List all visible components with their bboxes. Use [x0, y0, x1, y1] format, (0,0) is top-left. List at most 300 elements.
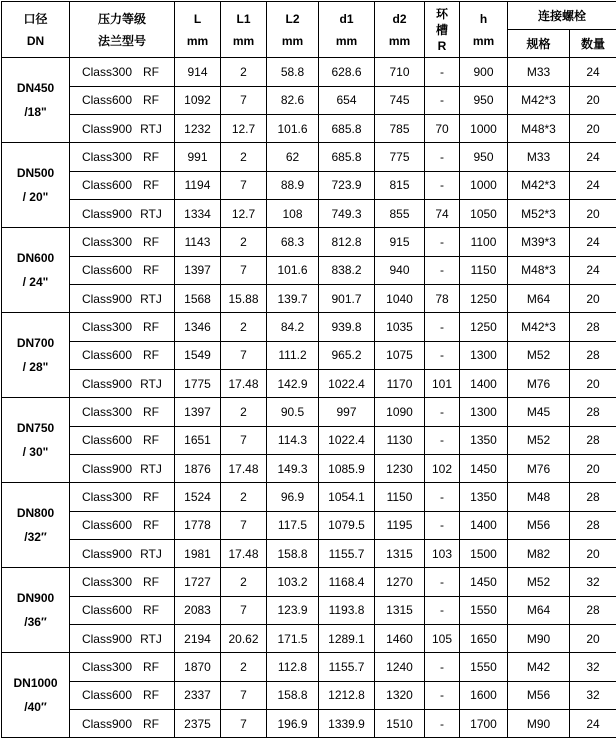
class-name: Class600 — [70, 603, 132, 617]
face-type: RTJ — [140, 207, 162, 221]
cell-R: - — [425, 86, 460, 115]
class-name: Class300 — [70, 490, 132, 504]
cell-d2: 1315 — [375, 596, 425, 625]
cell-L1: 2 — [221, 58, 267, 87]
pressure-class-cell — [70, 58, 175, 87]
cell-d2: 1035 — [375, 313, 425, 342]
table-row — [2, 653, 616, 682]
class-name: Class900 — [70, 632, 132, 646]
cell-R: - — [425, 143, 460, 172]
cell-R: - — [425, 313, 460, 342]
cell-R: - — [425, 596, 460, 625]
cell-R: - — [425, 398, 460, 427]
class-name: Class300 — [70, 150, 132, 164]
size-cell — [2, 653, 70, 738]
cell-spec: M52*3 — [508, 200, 570, 228]
cell-d2: 815 — [375, 171, 425, 200]
header-L2 — [267, 2, 319, 58]
header-L2-line-1: L2 — [267, 8, 318, 30]
cell-L: 1651 — [175, 426, 221, 455]
header-L1-line-2: mm — [221, 30, 266, 52]
size-cell — [2, 58, 70, 143]
cell-L: 1870 — [175, 653, 221, 682]
pressure-class-cell — [70, 115, 175, 143]
cell-d1: 965.2 — [319, 341, 375, 370]
class-name: Class300 — [70, 320, 132, 334]
cell-qty: 24 — [570, 58, 616, 87]
cell-L2: 123.9 — [267, 596, 319, 625]
cell-qty: 24 — [570, 710, 616, 738]
cell-h: 1550 — [460, 653, 508, 682]
table-row — [2, 58, 616, 87]
cell-h: 1350 — [460, 483, 508, 512]
cell-L2: 139.7 — [267, 285, 319, 313]
cell-d2: 1040 — [375, 285, 425, 313]
header-L2-line-2: mm — [267, 30, 318, 52]
cell-L1: 2 — [221, 568, 267, 597]
size-label-line: DN750 — [2, 416, 69, 440]
cell-spec: M48*3 — [508, 115, 570, 143]
pressure-class-cell — [70, 596, 175, 625]
cell-R: - — [425, 483, 460, 512]
cell-R: 78 — [425, 285, 460, 313]
cell-L2: 101.6 — [267, 256, 319, 285]
table-header — [2, 2, 616, 58]
cell-L1: 7 — [221, 426, 267, 455]
table-row — [2, 681, 616, 710]
size-label-line: DN500 — [2, 161, 69, 185]
pressure-class-cell — [70, 540, 175, 568]
size-label-line: DN800 — [2, 501, 69, 525]
size-label-line: DN900 — [2, 586, 69, 610]
header-L1-line-1: L1 — [221, 8, 266, 30]
table-row — [2, 426, 616, 455]
cell-d1: 1022.4 — [319, 426, 375, 455]
class-name: Class300 — [70, 660, 132, 674]
face-type: RF — [140, 688, 162, 702]
cell-h: 1300 — [460, 341, 508, 370]
cell-h: 900 — [460, 58, 508, 87]
face-type: RF — [140, 235, 162, 249]
cell-L2: 84.2 — [267, 313, 319, 342]
cell-spec: M76 — [508, 455, 570, 483]
cell-spec: M42*3 — [508, 86, 570, 115]
cell-spec: M56 — [508, 681, 570, 710]
class-name: Class600 — [70, 178, 132, 192]
cell-spec: M56 — [508, 511, 570, 540]
cell-qty: 32 — [570, 653, 616, 682]
face-type: RF — [140, 405, 162, 419]
table-row — [2, 256, 616, 285]
cell-L2: 112.8 — [267, 653, 319, 682]
cell-L1: 2 — [221, 398, 267, 427]
header-bolt-qty: 数量 — [570, 30, 616, 58]
cell-L: 1092 — [175, 86, 221, 115]
class-name: Class900 — [70, 292, 132, 306]
cell-L: 1778 — [175, 511, 221, 540]
class-name: Class900 — [70, 207, 132, 221]
cell-d1: 749.3 — [319, 200, 375, 228]
face-type: RF — [140, 660, 162, 674]
cell-L1: 7 — [221, 511, 267, 540]
size-label-line: / 24" — [2, 270, 69, 294]
cell-d1: 1289.1 — [319, 625, 375, 653]
cell-L: 2337 — [175, 681, 221, 710]
cell-L: 2083 — [175, 596, 221, 625]
cell-d1: 1168.4 — [319, 568, 375, 597]
cell-h: 1500 — [460, 540, 508, 568]
header-d2-line-2: mm — [375, 30, 424, 52]
cell-L2: 68.3 — [267, 228, 319, 257]
header-size-line-1: 口径 — [2, 8, 69, 30]
class-name: Class600 — [70, 688, 132, 702]
table-row — [2, 228, 616, 257]
size-label-line: DN700 — [2, 331, 69, 355]
size-label-line: /18" — [2, 100, 69, 124]
class-name: Class300 — [70, 235, 132, 249]
face-type: RF — [140, 348, 162, 362]
cell-qty: 24 — [570, 143, 616, 172]
cell-L: 1568 — [175, 285, 221, 313]
cell-d2: 1240 — [375, 653, 425, 682]
table-row — [2, 370, 616, 398]
pressure-class-cell — [70, 483, 175, 512]
cell-h: 1000 — [460, 171, 508, 200]
cell-spec: M48*3 — [508, 256, 570, 285]
cell-R: - — [425, 511, 460, 540]
cell-d2: 1510 — [375, 710, 425, 738]
class-name: Class300 — [70, 405, 132, 419]
cell-qty: 32 — [570, 568, 616, 597]
face-type: RTJ — [140, 462, 162, 476]
cell-R: - — [425, 228, 460, 257]
header-d1-line-2: mm — [319, 30, 374, 52]
cell-L1: 15.88 — [221, 285, 267, 313]
cell-qty: 20 — [570, 200, 616, 228]
cell-L2: 111.2 — [267, 341, 319, 370]
pressure-class-cell — [70, 341, 175, 370]
header-pressure — [70, 2, 175, 58]
cell-h: 1100 — [460, 228, 508, 257]
cell-d1: 1155.7 — [319, 653, 375, 682]
cell-L1: 2 — [221, 228, 267, 257]
cell-R: 101 — [425, 370, 460, 398]
cell-d2: 1130 — [375, 426, 425, 455]
cell-qty: 20 — [570, 285, 616, 313]
cell-h: 1450 — [460, 568, 508, 597]
header-ring-groove — [425, 2, 460, 58]
class-name: Class300 — [70, 65, 132, 79]
cell-qty: 20 — [570, 540, 616, 568]
cell-d2: 940 — [375, 256, 425, 285]
cell-L1: 17.48 — [221, 370, 267, 398]
cell-h: 950 — [460, 86, 508, 115]
cell-R: - — [425, 681, 460, 710]
cell-L: 991 — [175, 143, 221, 172]
cell-spec: M42*3 — [508, 171, 570, 200]
pressure-class-cell — [70, 370, 175, 398]
pressure-class-cell — [70, 511, 175, 540]
class-name: Class900 — [70, 717, 132, 731]
cell-L1: 2 — [221, 143, 267, 172]
size-label-line: /40″ — [2, 695, 69, 719]
header-bolt-spec: 规格 — [508, 30, 570, 58]
cell-L1: 7 — [221, 710, 267, 738]
cell-R: - — [425, 58, 460, 87]
cell-R: - — [425, 256, 460, 285]
cell-L: 914 — [175, 58, 221, 87]
cell-d2: 1230 — [375, 455, 425, 483]
cell-h: 1650 — [460, 625, 508, 653]
cell-d2: 785 — [375, 115, 425, 143]
cell-qty: 20 — [570, 115, 616, 143]
cell-L: 1397 — [175, 398, 221, 427]
cell-spec: M64 — [508, 596, 570, 625]
cell-h: 1550 — [460, 596, 508, 625]
cell-h: 1700 — [460, 710, 508, 738]
cell-L1: 7 — [221, 256, 267, 285]
cell-spec: M42 — [508, 653, 570, 682]
cell-L2: 142.9 — [267, 370, 319, 398]
header-pressure-line-1: 压力等级 — [70, 8, 174, 30]
cell-spec: M90 — [508, 625, 570, 653]
cell-R: 74 — [425, 200, 460, 228]
cell-spec: M45 — [508, 398, 570, 427]
face-type: RF — [140, 575, 162, 589]
cell-spec: M33 — [508, 58, 570, 87]
table-row — [2, 200, 616, 228]
table-row — [2, 285, 616, 313]
flange-dimension-table — [1, 1, 616, 738]
cell-d2: 915 — [375, 228, 425, 257]
size-cell — [2, 313, 70, 398]
header-L — [175, 2, 221, 58]
header-bolt-group: 连接螺栓 — [508, 2, 616, 30]
cell-d1: 1022.4 — [319, 370, 375, 398]
header-ring-line-1: 环 — [425, 6, 459, 22]
cell-L: 1232 — [175, 115, 221, 143]
pressure-class-cell — [70, 200, 175, 228]
size-label-line: DN1000 — [2, 671, 69, 695]
pressure-class-cell — [70, 625, 175, 653]
class-name: Class900 — [70, 547, 132, 561]
cell-d2: 1460 — [375, 625, 425, 653]
cell-L1: 7 — [221, 596, 267, 625]
header-L1 — [221, 2, 267, 58]
face-type: RF — [140, 433, 162, 447]
cell-L1: 20.62 — [221, 625, 267, 653]
cell-qty: 28 — [570, 398, 616, 427]
cell-L: 1143 — [175, 228, 221, 257]
table-row — [2, 596, 616, 625]
cell-d2: 1075 — [375, 341, 425, 370]
size-label-line: /32″ — [2, 525, 69, 549]
cell-qty: 28 — [570, 483, 616, 512]
table-row — [2, 568, 616, 597]
cell-L2: 114.3 — [267, 426, 319, 455]
table-row — [2, 171, 616, 200]
cell-R: 105 — [425, 625, 460, 653]
header-h — [460, 2, 508, 58]
pressure-class-cell — [70, 426, 175, 455]
cell-L: 1346 — [175, 313, 221, 342]
face-type: RF — [140, 518, 162, 532]
pressure-class-cell — [70, 455, 175, 483]
cell-h: 1150 — [460, 256, 508, 285]
header-d1-line-1: d1 — [319, 8, 374, 30]
cell-h: 1250 — [460, 285, 508, 313]
pressure-class-cell — [70, 568, 175, 597]
cell-L2: 96.9 — [267, 483, 319, 512]
cell-d2: 745 — [375, 86, 425, 115]
cell-d1: 1085.9 — [319, 455, 375, 483]
table-row — [2, 710, 616, 738]
class-name: Class600 — [70, 433, 132, 447]
cell-L: 1876 — [175, 455, 221, 483]
header-L-line-1: L — [175, 8, 220, 30]
cell-h: 1400 — [460, 370, 508, 398]
cell-d1: 628.6 — [319, 58, 375, 87]
class-name: Class900 — [70, 462, 132, 476]
cell-qty: 20 — [570, 455, 616, 483]
cell-qty: 28 — [570, 596, 616, 625]
pressure-class-cell — [70, 86, 175, 115]
cell-L2: 171.5 — [267, 625, 319, 653]
cell-d1: 1212.8 — [319, 681, 375, 710]
cell-spec: M33 — [508, 143, 570, 172]
cell-d2: 1090 — [375, 398, 425, 427]
table-row — [2, 511, 616, 540]
header-size — [2, 2, 70, 58]
cell-R: - — [425, 171, 460, 200]
cell-L1: 12.7 — [221, 200, 267, 228]
cell-qty: 24 — [570, 256, 616, 285]
size-label-line: / 28" — [2, 355, 69, 379]
pressure-class-cell — [70, 143, 175, 172]
class-name: Class900 — [70, 122, 132, 136]
cell-spec: M82 — [508, 540, 570, 568]
cell-qty: 24 — [570, 228, 616, 257]
pressure-class-cell — [70, 653, 175, 682]
cell-L1: 12.7 — [221, 115, 267, 143]
cell-L2: 88.9 — [267, 171, 319, 200]
size-cell — [2, 568, 70, 653]
size-cell — [2, 398, 70, 483]
class-name: Class600 — [70, 93, 132, 107]
face-type: RTJ — [140, 377, 162, 391]
cell-R: - — [425, 568, 460, 597]
face-type: RF — [140, 717, 162, 731]
cell-spec: M52 — [508, 341, 570, 370]
header-L-line-2: mm — [175, 30, 220, 52]
cell-L2: 103.2 — [267, 568, 319, 597]
cell-L1: 7 — [221, 171, 267, 200]
cell-d1: 901.7 — [319, 285, 375, 313]
size-label-line: DN600 — [2, 246, 69, 270]
cell-d2: 1170 — [375, 370, 425, 398]
cell-L2: 158.8 — [267, 540, 319, 568]
cell-h: 1600 — [460, 681, 508, 710]
cell-L2: 62 — [267, 143, 319, 172]
cell-L1: 7 — [221, 681, 267, 710]
cell-spec: M39*3 — [508, 228, 570, 257]
pressure-class-cell — [70, 171, 175, 200]
cell-L2: 58.8 — [267, 58, 319, 87]
header-size-line-2: DN — [2, 30, 69, 52]
header-d2 — [375, 2, 425, 58]
cell-h: 1000 — [460, 115, 508, 143]
cell-d1: 685.8 — [319, 143, 375, 172]
cell-h: 1400 — [460, 511, 508, 540]
cell-qty: 28 — [570, 511, 616, 540]
cell-L2: 90.5 — [267, 398, 319, 427]
table-row — [2, 455, 616, 483]
cell-L1: 2 — [221, 483, 267, 512]
cell-qty: 20 — [570, 370, 616, 398]
cell-L2: 158.8 — [267, 681, 319, 710]
size-cell — [2, 483, 70, 568]
cell-d1: 1193.8 — [319, 596, 375, 625]
header-d2-line-1: d2 — [375, 8, 424, 30]
pressure-class-cell — [70, 256, 175, 285]
face-type: RF — [140, 603, 162, 617]
cell-R: 103 — [425, 540, 460, 568]
cell-L2: 82.6 — [267, 86, 319, 115]
header-ring-line-2: 槽 — [425, 22, 459, 38]
cell-L2: 101.6 — [267, 115, 319, 143]
cell-R: - — [425, 710, 460, 738]
header-h-line-1: h — [460, 8, 507, 30]
face-type: RF — [140, 93, 162, 107]
face-type: RTJ — [140, 122, 162, 136]
table-row — [2, 115, 616, 143]
cell-d2: 1270 — [375, 568, 425, 597]
cell-L1: 7 — [221, 341, 267, 370]
cell-spec: M52 — [508, 568, 570, 597]
cell-L1: 2 — [221, 313, 267, 342]
pressure-class-cell — [70, 313, 175, 342]
face-type: RF — [140, 263, 162, 277]
face-type: RTJ — [140, 547, 162, 561]
cell-d2: 775 — [375, 143, 425, 172]
cell-L: 2194 — [175, 625, 221, 653]
cell-qty: 32 — [570, 681, 616, 710]
cell-L1: 17.48 — [221, 540, 267, 568]
pressure-class-cell — [70, 710, 175, 738]
cell-d2: 855 — [375, 200, 425, 228]
face-type: RTJ — [140, 292, 162, 306]
cell-d2: 1315 — [375, 540, 425, 568]
table-row — [2, 341, 616, 370]
cell-L: 1981 — [175, 540, 221, 568]
cell-h: 1300 — [460, 398, 508, 427]
header-h-line-2: mm — [460, 30, 507, 52]
cell-R: 70 — [425, 115, 460, 143]
cell-qty: 24 — [570, 171, 616, 200]
cell-L: 1334 — [175, 200, 221, 228]
cell-R: - — [425, 341, 460, 370]
cell-L2: 149.3 — [267, 455, 319, 483]
cell-L2: 117.5 — [267, 511, 319, 540]
cell-d1: 654 — [319, 86, 375, 115]
cell-spec: M52 — [508, 426, 570, 455]
cell-L: 1194 — [175, 171, 221, 200]
cell-L1: 2 — [221, 653, 267, 682]
face-type: RF — [140, 490, 162, 504]
class-name: Class600 — [70, 518, 132, 532]
cell-spec: M48 — [508, 483, 570, 512]
cell-d1: 1155.7 — [319, 540, 375, 568]
